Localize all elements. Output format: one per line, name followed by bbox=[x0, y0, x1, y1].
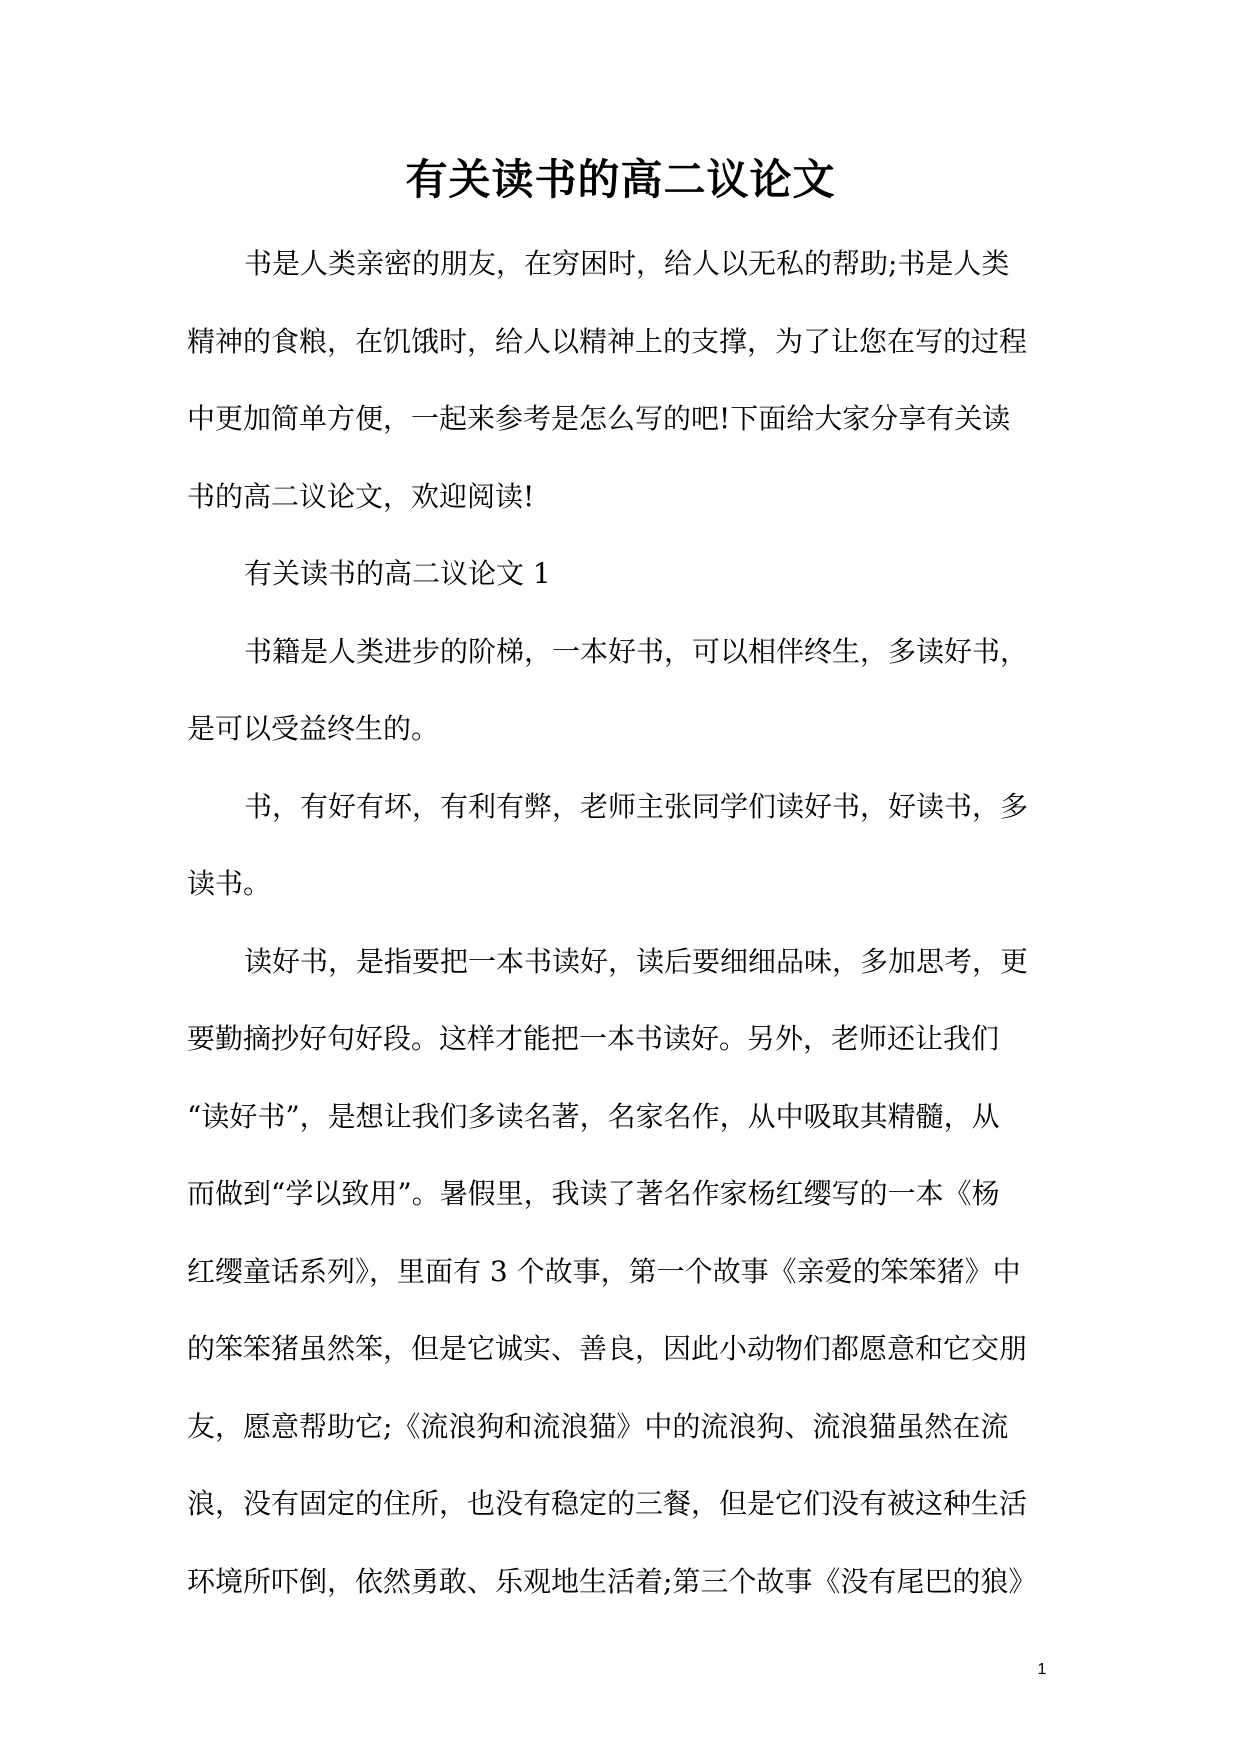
body-line: 友，愿意帮助它;《流浪狗和流浪猫》中的流浪狗、流浪猫虽然在流 bbox=[187, 1409, 1009, 1443]
document-title: 有关读书的高二议论文 bbox=[405, 155, 836, 204]
body-line: 环境所吓倒，依然勇敢、乐观地生活着;第三个故事《没有尾巴的狼》 bbox=[187, 1564, 1037, 1598]
page-number: 1 bbox=[1037, 1661, 1047, 1678]
body-line: 浪，没有固定的住所，也没有稳定的三餐，但是它们没有被这种生活 bbox=[187, 1487, 1028, 1520]
body-line: 读好书，是指要把一本书读好，读后要细细品味，多加思考，更 bbox=[244, 944, 1029, 978]
body-line: 的笨笨猪虽然笨，但是它诚实、善良，因此小动物们都愿意和它交朋 bbox=[187, 1332, 1028, 1365]
body-line: 是可以受益终生的。 bbox=[187, 712, 440, 745]
body-line: 要勤摘抄好句好段。这样才能把一本书读好。另外，老师还让我们 bbox=[187, 1022, 1000, 1055]
body-line: 读书。 bbox=[187, 867, 272, 900]
body-line: 而做到“学以致用”。暑假里，我读了著名作家杨红缨写的一本《杨 bbox=[187, 1177, 1000, 1210]
body-line: 中更加简单方便，一起来参考是怎么写的吧!下面给大家分享有关读 bbox=[187, 402, 1011, 435]
document-body bbox=[187, 225, 1047, 1620]
body-line: 书的高二议论文，欢迎阅读! bbox=[187, 479, 535, 513]
body-line: 书是人类亲密的朋友，在穷困时，给人以无私的帮助;书是人类 bbox=[244, 247, 1010, 280]
section-heading: 有关读书的高二议论文 1 bbox=[244, 557, 551, 590]
body-line: 精神的食粮，在饥饿时，给人以精神上的支撑，为了让您在写的过程 bbox=[187, 324, 1028, 358]
body-line: 红缨童话系列》，里面有 3 个故事，第一个故事《亲爱的笨笨猪》中 bbox=[187, 1254, 1021, 1288]
body-line: 书，有好有坏，有利有弊，老师主张同学们读好书，好读书，多 bbox=[244, 789, 1029, 823]
body-line: “读好书”，是想让我们多读名著，名家名作，从中吸取其精髓，从 bbox=[187, 1099, 1000, 1133]
body-line: 书籍是人类进步的阶梯，一本好书，可以相伴终生，多读好书， bbox=[244, 634, 1029, 668]
